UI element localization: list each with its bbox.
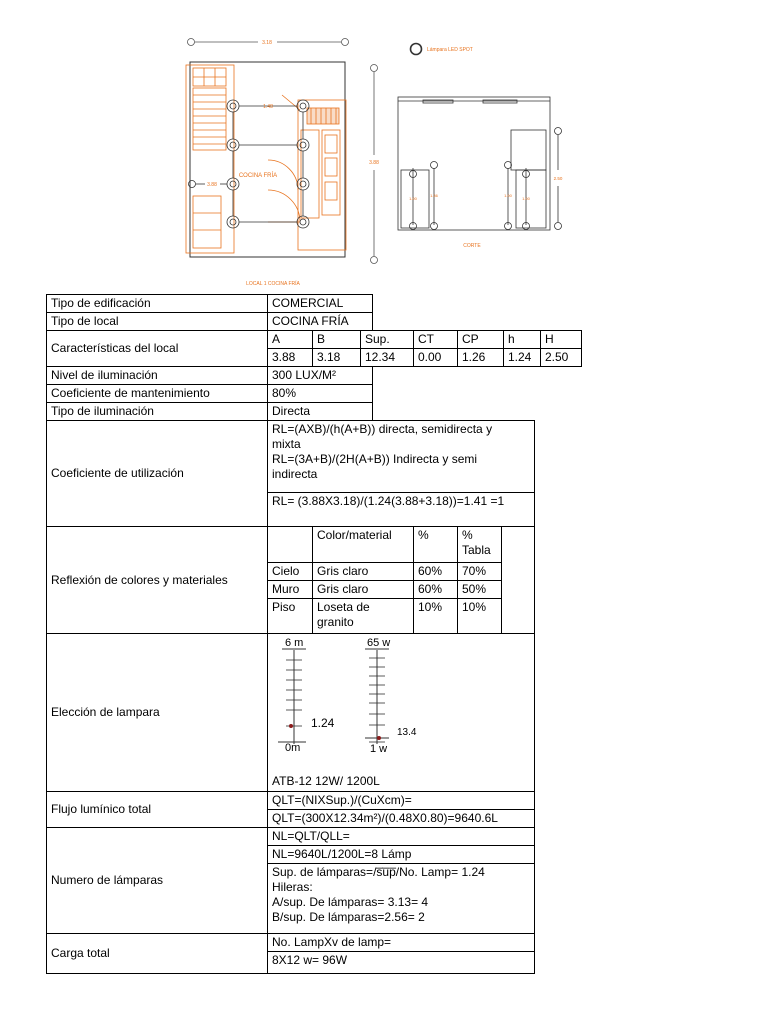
carga-line-1: No. LampXv de lamp= xyxy=(267,933,535,952)
numero-detail-line: Sup. de lámparas=/s̅u̅p̅/No. Lamp= 1.24 xyxy=(272,865,485,879)
caract-header-sup: Sup. xyxy=(360,330,414,349)
caract-header-a: A xyxy=(267,330,313,349)
reflex-row-cielo-tabla: 70% xyxy=(457,562,502,581)
corte-dim-right: 2.50 xyxy=(553,176,563,181)
tipo-iluminacion-value: Directa xyxy=(267,402,373,421)
room-label: COCINA FRÍA xyxy=(238,173,278,179)
legend-label: Lámpara LED SPOT xyxy=(427,47,473,53)
caract-value-h-small: 1.24 xyxy=(503,348,541,367)
corte-label: CORTE xyxy=(463,243,481,249)
dim-left-label: 3.88 xyxy=(207,182,217,188)
tipo-iluminacion-label: Tipo de iluminación xyxy=(46,402,268,421)
numero-detail-line: Hileras: xyxy=(272,880,313,894)
reflex-header-tabla xyxy=(457,526,502,563)
scale-right-value: 13.4 xyxy=(397,727,417,738)
tipo-local-value: COCINA FRÍA xyxy=(267,312,373,331)
coef-mantenimiento-value: 80% xyxy=(267,384,373,403)
reflexion-label: Reflexión de colores y materiales xyxy=(46,526,268,634)
flujo-luminico-label: Flujo lumínico total xyxy=(46,791,268,828)
caract-header-h-big: H xyxy=(540,330,582,349)
caract-value-h-big: 2.50 xyxy=(540,348,582,367)
nivel-iluminacion-value: 300 LUX/M² xyxy=(267,366,373,385)
flujo-line-1: QLT=(NIXSup.)/(CuXcm)= xyxy=(267,791,535,810)
floor-plan-drawing xyxy=(0,0,768,295)
reflex-header-pct: % xyxy=(413,526,458,563)
reflex-row-piso-tabla: 10% xyxy=(457,598,502,634)
corte-dim-0: 1.00 xyxy=(409,196,417,201)
reflex-header-tabla-text: Tabla xyxy=(462,543,491,557)
dim-mid-label: 1.48 xyxy=(263,104,273,110)
reflex-row-piso-pct: 10% xyxy=(413,598,458,634)
corte-dim-1: 1.36 xyxy=(430,193,438,198)
reflex-row-muro-material: Gris claro xyxy=(312,580,414,599)
legend-lamp-icon xyxy=(411,44,422,55)
caract-value-cp: 1.26 xyxy=(457,348,504,367)
lampara-model: ATB-12 12W/ 1200L xyxy=(272,774,380,788)
nivel-iluminacion-label: Nivel de iluminación xyxy=(46,366,268,385)
caract-value-a: 3.88 xyxy=(267,348,313,367)
reflex-row-piso-material xyxy=(312,598,414,634)
reflex-row-cielo-pct: 60% xyxy=(413,562,458,581)
reflex-row-muro-tabla: 50% xyxy=(457,580,502,599)
flujo-line-2: QLT=(300X12.34m²)/(0.48X0.80)=9640.6L xyxy=(267,809,535,828)
numero-line-1: NL=QLT/QLL= xyxy=(267,827,535,846)
coef-utilizacion-label: Coeficiente de utilización xyxy=(46,420,268,527)
reflex-row-cielo-material: Gris claro xyxy=(312,562,414,581)
kitchen-furniture xyxy=(186,65,346,253)
caract-header-b: B xyxy=(312,330,361,349)
formula-line: RL=(AXB)/(h(A+B)) directa, semidirecta y xyxy=(272,422,493,436)
carga-line-2: 8X12 w= 96W xyxy=(267,951,535,974)
scale-left-top-label: 6 m xyxy=(285,637,304,649)
caract-header-ct: CT xyxy=(413,330,458,349)
scale-right-top-label: 65 w xyxy=(367,637,391,649)
section-drawing xyxy=(398,97,562,230)
piso-material-line1: Loseta de xyxy=(317,600,370,614)
caract-value-ct: 0.00 xyxy=(413,348,458,367)
coef-mantenimiento-label: Coeficiente de mantenimiento xyxy=(46,384,268,403)
coef-utilizacion-calc: RL= (3.88X3.18)/(1.24(3.88+3.18))=1.41 =1 xyxy=(267,492,535,527)
coef-utilizacion-formulas xyxy=(267,420,535,493)
corte-dim-3: 1.00 xyxy=(522,196,530,201)
reflex-row-muro-pct: 60% xyxy=(413,580,458,599)
formula-line: mixta xyxy=(272,437,301,451)
tipo-local-label: Tipo de local xyxy=(46,312,268,331)
numero-detail-line: B/sup. De lámparas=2.56= 2 xyxy=(272,910,425,924)
piso-material-line2: granito xyxy=(317,615,354,629)
caract-value-sup: 12.34 xyxy=(360,348,414,367)
numero-detail-line: A/sup. De lámparas= 3.13= 4 xyxy=(272,895,429,909)
dim-top-label: 3.18 xyxy=(262,40,272,46)
drawing-caption: LOCAL 1 COCINA FRÍA xyxy=(246,281,300,287)
formula-line: RL=(3A+B)/(2H(A+B)) Indirecta y semi xyxy=(272,452,478,466)
tipo-edificacion-value: COMERCIAL xyxy=(267,294,373,313)
numero-lamparas-label: Numero de lámparas xyxy=(46,827,268,934)
caract-header-h-small: h xyxy=(503,330,541,349)
reflex-row-cielo-name: Cielo xyxy=(267,562,313,581)
dim-right-label: 3.88 xyxy=(369,160,379,166)
carga-total-label: Carga total xyxy=(46,933,268,974)
numero-lines-3 xyxy=(267,863,535,934)
caract-header-cp: CP xyxy=(457,330,504,349)
eleccion-lampara-label: Elección de lampara xyxy=(46,633,268,792)
reflex-header-tabla-pct: % xyxy=(462,528,473,542)
scale-right-bottom-label: 1 w xyxy=(370,743,388,755)
plan-lamps xyxy=(189,100,310,228)
reflex-row-piso-name: Piso xyxy=(267,598,313,634)
reflex-header-material: Color/material xyxy=(312,526,414,563)
caracteristicas-label: Características del local xyxy=(46,330,268,367)
numero-line-2: NL=9640L/1200L=8 Lámp xyxy=(267,845,535,864)
scale-left-bottom-label: 0m xyxy=(285,742,301,754)
lamp-scales xyxy=(268,634,534,774)
reflex-row-muro-name: Muro xyxy=(267,580,313,599)
tipo-edificacion-label: Tipo de edificación xyxy=(46,294,268,313)
formula-line: indirecta xyxy=(272,467,318,481)
reflex-header-empty xyxy=(267,526,313,563)
corte-dim-2: 1.00 xyxy=(504,193,512,198)
caract-value-b: 3.18 xyxy=(312,348,361,367)
scale-left-value: 1.24 xyxy=(311,716,335,730)
